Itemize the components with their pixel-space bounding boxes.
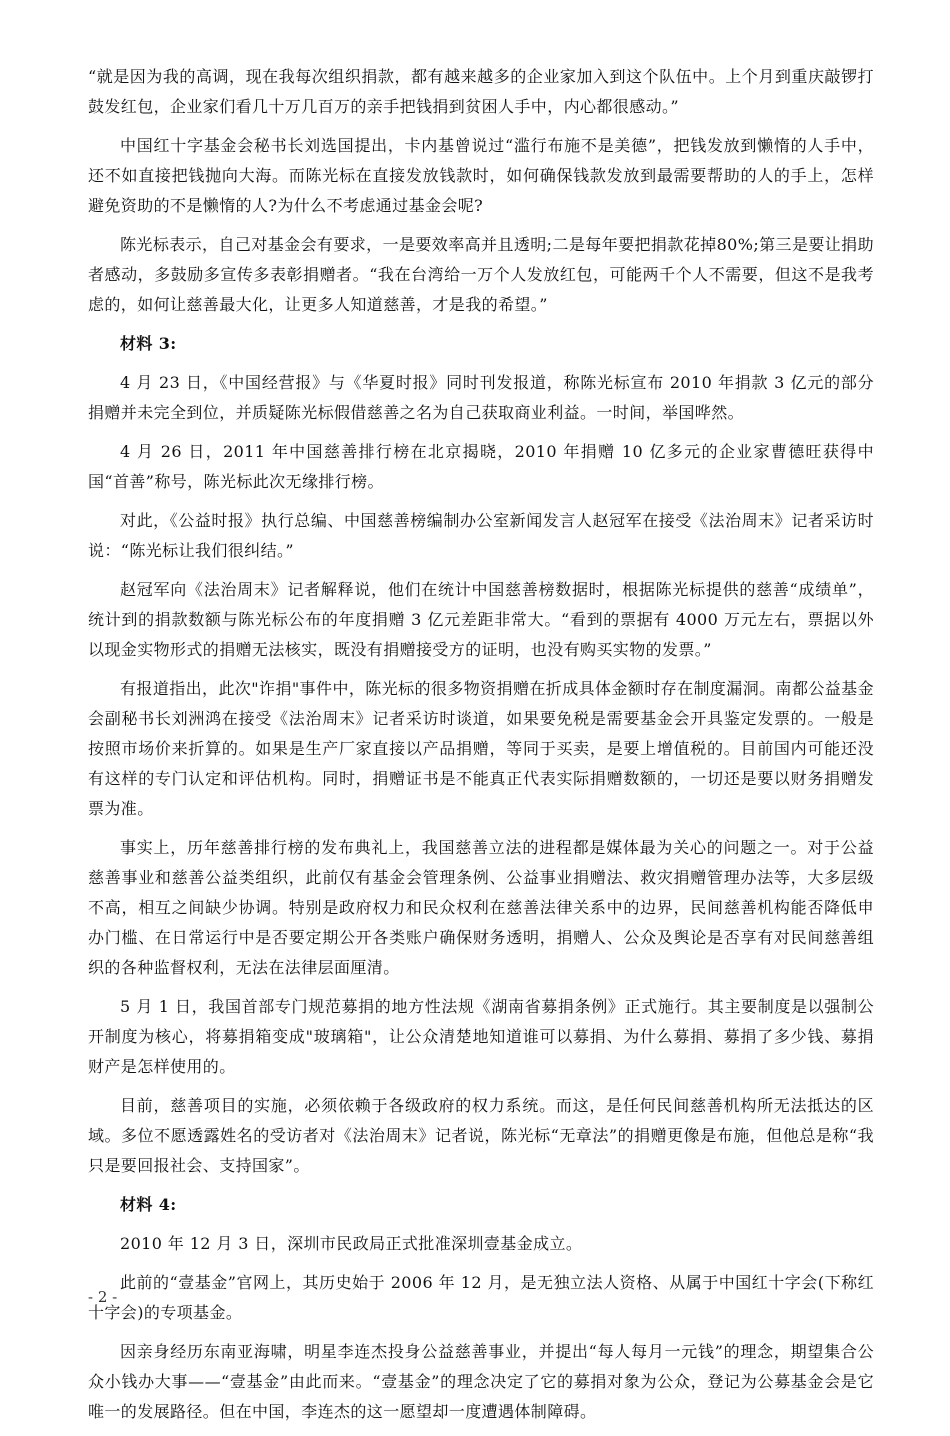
body-paragraph: 有报道指出，此次"诈捐"事件中，陈光标的很多物资捐赠在折成具体金额时存在制度漏洞。南都公益基金会副秘书长刘洲鸿在接受《法治周末》记者采访时谈道，如果要免税是需要基金会开具鉴定发票的。一般是按照市场价来折算的。如果是生产厂家直接以产品捐赠，等同于买卖，是要上增值税的。目前国内可能还没有这样的专门认定和评估机构。同时，捐赠证书是不能真正代表实际捐赠数额的，一切还是要以财务捐赠发票为准。: [88, 679, 874, 818]
body-paragraph: 陈光标表示，自己对基金会有要求，一是要效率高并且透明;二是每年要把捐款花掉80%;第三是要让捐助者感动，多鼓励多宣传多表彰捐赠者。“我在台湾给一万个人发放红包，可能两千个人不需要，但这不是我考虑的，如何让慈善最大化，让更多人知道慈善，才是我的希望。”: [88, 235, 874, 314]
body-paragraph: 对此，《公益时报》执行总编、中国慈善榜编制办公室新闻发言人赵冠军在接受《法治周末》记者采访时说：“陈光标让我们很纠结。”: [88, 511, 874, 560]
section-heading: 材料 3:: [120, 334, 177, 353]
body-paragraph: 此前的“壹基金”官网上，其历史始于 2006 年 12 月，是无独立法人资格、从属于中国红十字会(下称红十字会)的专项基金。: [88, 1273, 874, 1322]
body-paragraph: 事实上，历年慈善排行榜的发布典礼上，我国慈善立法的进程都是媒体最为关心的问题之一。对于公益慈善事业和慈善公益类组织，此前仅有基金会管理条例、公益事业捐赠法、救灾捐赠管理办法等，大多层级不高，相互之间缺少协调。特别是政府权力和民众权利在慈善法律关系中的边界，民间慈善机构能否降低申办门槛、在日常运行中是否要定期公开各类账户确保财务透明，捐赠人、公众及舆论是否享有对民间慈善组织的各种监督权利，无法在法律层面厘清。: [88, 838, 874, 977]
body-paragraph: 4 月 23 日，《中国经营报》与《华夏时报》同时刊发报道，称陈光标宣布 2010 年捐款 3 亿元的部分捐赠并未完全到位，并质疑陈光标假借慈善之名为自己获取商业利益。一时间，举国哗然。: [88, 373, 874, 422]
page-number: - 2 -: [88, 1288, 118, 1306]
body-paragraph: 4 月 26 日，2011 年中国慈善排行榜在北京揭晓，2010 年捐赠 10 亿多元的企业家曹德旺获得中国“首善”称号，陈光标此次无缘排行榜。: [88, 442, 874, 491]
body-paragraph: 中国红十字基金会秘书长刘选国提出，卡内基曾说过“滥行布施不是美德”，把钱发放到懒惰的人手中，还不如直接把钱抛向大海。而陈光标在直接发放钱款时，如何确保钱款发放到最需要帮助的人的手上，怎样避免资助的不是懒惰的人?为什么不考虑通过基金会呢?: [88, 136, 874, 215]
document-body: [88, 62, 874, 1436]
body-paragraph: 赵冠军向《法治周末》记者解释说，他们在统计中国慈善榜数据时，根据陈光标提供的慈善“成绩单”，统计到的捐款数额与陈光标公布的年度捐赠 3 亿元差距非常大。“看到的票据有 4000 万元左右，票据以外以现金实物形式的捐赠无法核实，既没有捐赠接受方的证明，也没有购买实物的发票。”: [88, 580, 874, 659]
body-paragraph: “就是因为我的高调，现在我每次组织捐款，都有越来越多的企业家加入到这个队伍中。上个月到重庆敲锣打鼓发红包，企业家们看几十万几百万的亲手把钱捐到贫困人手中，内心都很感动。”: [88, 67, 874, 116]
body-paragraph: 目前，慈善项目的实施，必须依赖于各级政府的权力系统。而这，是任何民间慈善机构所无法抵达的区域。多位不愿透露姓名的受访者对《法治周末》记者说，陈光标“无章法”的捐赠更像是布施，但他总是称“我只是要回报社会、支持国家”。: [88, 1096, 874, 1175]
body-paragraph: 2010 年 12 月 3 日，深圳市民政局正式批准深圳壹基金成立。: [120, 1234, 583, 1253]
body-paragraph: 因亲身经历东南亚海啸，明星李连杰投身公益慈善事业，并提出“每人每月一元钱”的理念，期望集合公众小钱办大事——“壹基金”由此而来。“壹基金”的理念决定了它的募捐对象为公众，登记为公募基金会是它唯一的发展路径。但在中国，李连杰的这一愿望却一度遭遇体制障碍。: [88, 1342, 874, 1421]
section-heading: 材料 4:: [120, 1195, 177, 1214]
body-paragraph: 5 月 1 日，我国首部专门规范募捐的地方性法规《湖南省募捐条例》正式施行。其主要制度是以强制公开制度为核心，将募捐箱变成"玻璃箱"，让公众清楚地知道谁可以募捐、为什么募捐、募捐了多少钱、募捐财产是怎样使用的。: [88, 997, 874, 1076]
